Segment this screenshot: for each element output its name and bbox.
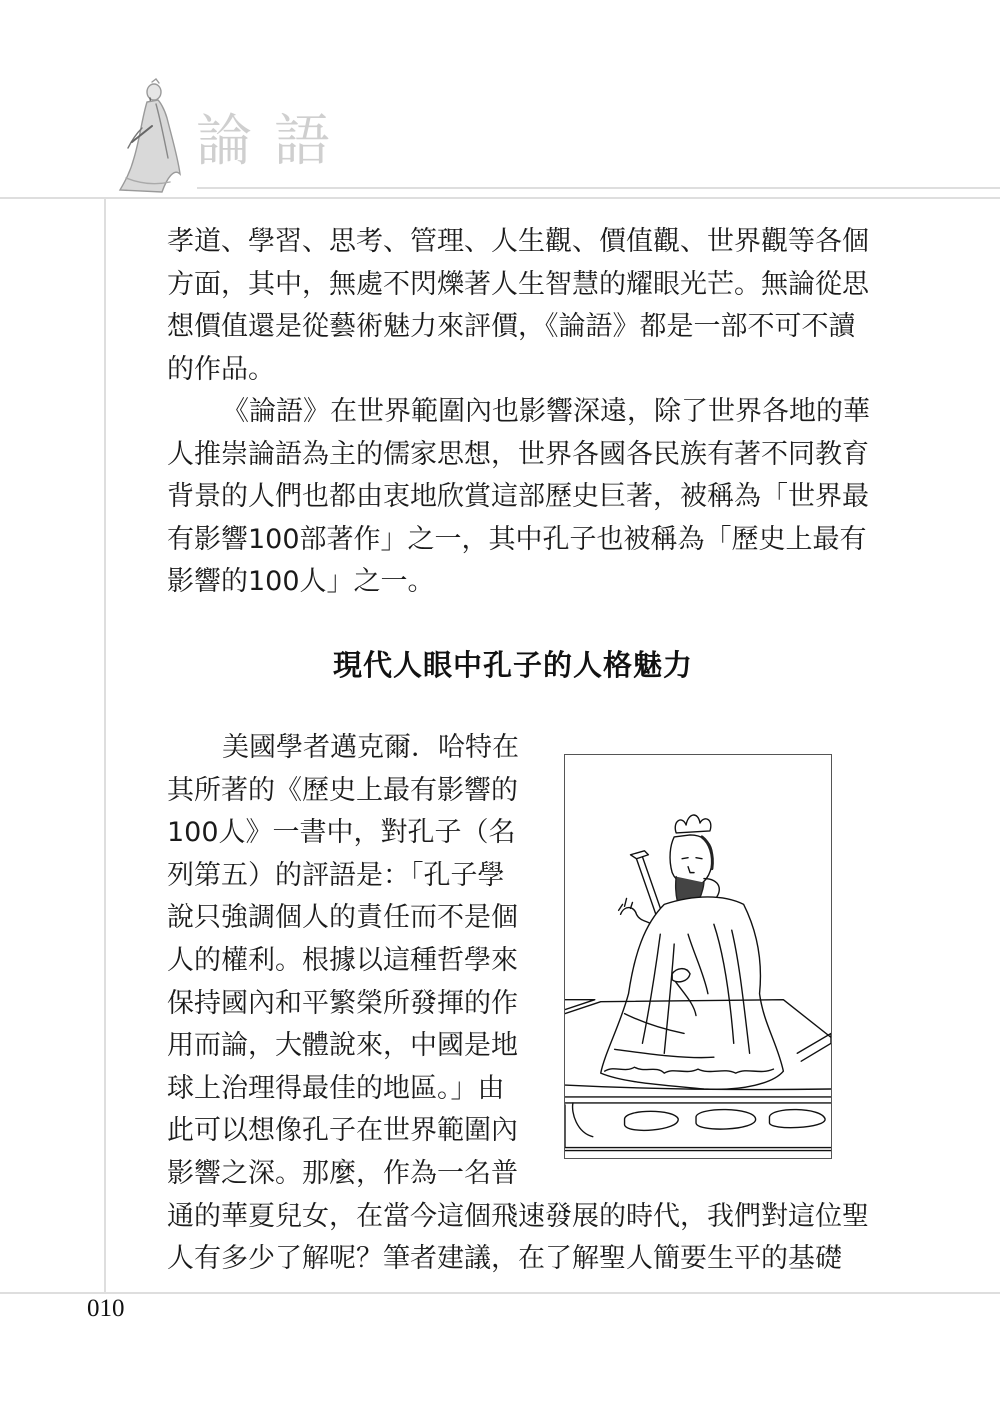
text-line: 《論語》在世界範圍內也影響深遠，除了世界各地的華	[222, 396, 870, 427]
header-rule-top	[197, 187, 1000, 189]
paragraph-1	[167, 221, 869, 391]
text-line: 有影響100部著作」之一，其中孔子也被稱為「歷史上最有	[167, 523, 867, 555]
confucius-portrait-icon	[565, 755, 831, 1158]
text-line: 背景的人們也都由衷地欣賞這部歷史巨著，被稱為「世界最	[167, 481, 869, 513]
sage-figure-icon	[112, 78, 192, 196]
text-line: 球上治理得最佳的地區。」由	[167, 1072, 505, 1104]
text-line: 此可以想像孔子在世界範圍內	[167, 1115, 518, 1147]
text-line: 100人》一書中，對孔子（名	[167, 817, 516, 849]
text-line: 的作品。	[167, 353, 275, 385]
text-line: 說只強調個人的責任而不是個	[167, 902, 518, 934]
paragraph-2	[167, 391, 870, 604]
text-line: 影響的100人」之一。	[167, 566, 435, 598]
footer-rule	[0, 1292, 1000, 1294]
section-heading: 現代人眼中孔子的人格魅力	[332, 648, 693, 682]
text-line: 其所著的《歷史上最有影響的	[167, 774, 518, 806]
text-line: 列第五）的評語是：「孔子學	[167, 859, 505, 891]
text-line: 保持國內和平繁榮所發揮的作	[167, 987, 518, 1019]
text-line: 方面，其中，無處不閃爍著人生智慧的耀眼光芒。無論從思	[167, 268, 869, 300]
running-header-title: 論語	[196, 109, 352, 174]
margin-rule	[104, 198, 106, 1293]
text-line: 想價值還是從藝術魅力來評價，《論語》都是一部不可不讀	[167, 311, 856, 343]
header-rule	[0, 197, 1000, 199]
text-line: 孝道、學習、思考、管理、人生觀、價值觀、世界觀等各個	[167, 226, 869, 257]
text-line: 人有多少了解呢？筆者建議，在了解聖人簡要生平的基礎	[167, 1243, 842, 1275]
text-line: 影響之深。那麼，作為一名普	[167, 1157, 518, 1189]
page-number: 010	[87, 1295, 125, 1322]
text-line: 人推崇論語為主的儒家思想，世界各國各民族有著不同教育	[167, 438, 869, 470]
text-line: 人的權利。根據以這種哲學來	[167, 944, 518, 976]
confucius-illustration	[564, 754, 832, 1159]
text-line: 美國學者邁克爾．哈特在	[222, 732, 519, 763]
text-line: 通的華夏兒女，在當今這個飛速發展的時代，我們對這位聖	[167, 1200, 869, 1232]
text-line: 用而論，大體說來，中國是地	[167, 1030, 518, 1062]
